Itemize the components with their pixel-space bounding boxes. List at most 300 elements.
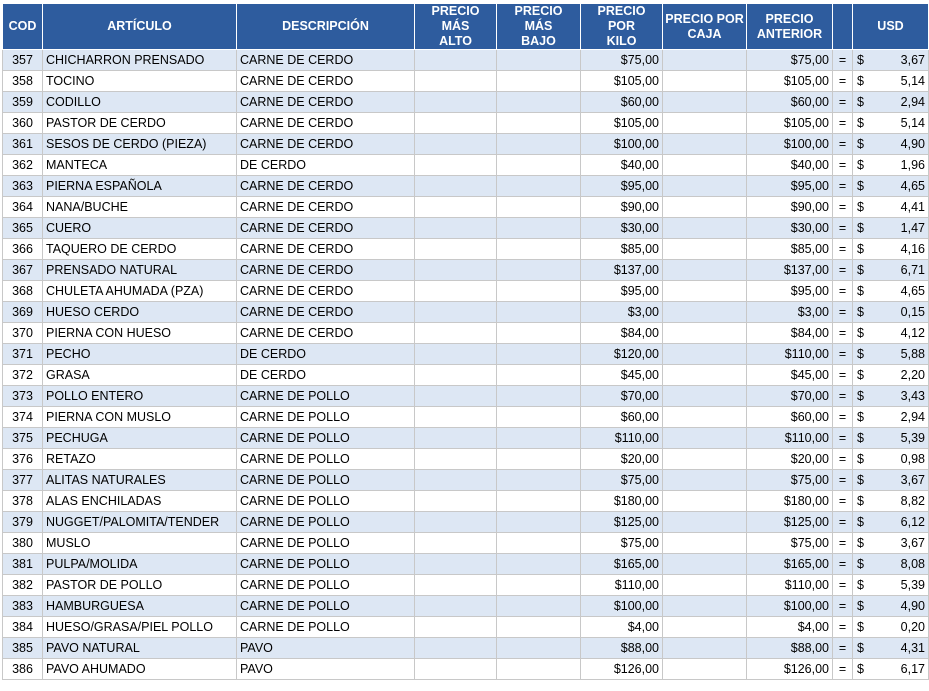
precio-mas-bajo-cell [497, 239, 581, 260]
precio-kilo-cell: $75,00 [581, 50, 663, 71]
precio-caja-cell [663, 638, 747, 659]
cambio-indicator: = [833, 344, 853, 365]
cod-cell: 360 [3, 113, 43, 134]
precio-caja-cell [663, 281, 747, 302]
articulo-cell: PECHO [43, 344, 237, 365]
precio-kilo-cell: $100,00 [581, 134, 663, 155]
header-precio-por-kilo [581, 4, 663, 50]
table-row [3, 533, 929, 554]
precio-kilo-cell: $165,00 [581, 554, 663, 575]
precio-mas-bajo-cell [497, 407, 581, 428]
cambio-indicator: = [833, 449, 853, 470]
header-line: PRECIO POR [665, 11, 744, 26]
usd-symbol: $ [853, 449, 871, 470]
precio-kilo-cell: $20,00 [581, 449, 663, 470]
precio-caja-cell [663, 218, 747, 239]
precio-caja-cell [663, 113, 747, 134]
precio-anterior-cell: $3,00 [747, 302, 833, 323]
precio-caja-cell [663, 491, 747, 512]
precio-kilo-cell: $3,00 [581, 302, 663, 323]
articulo-cell: MANTECA [43, 155, 237, 176]
articulo-cell: ALAS ENCHILADAS [43, 491, 237, 512]
precio-caja-cell [663, 554, 747, 575]
articulo-cell: CUERO [43, 218, 237, 239]
table-row [3, 449, 929, 470]
precio-caja-cell [663, 365, 747, 386]
precio-mas-bajo-cell [497, 50, 581, 71]
precio-anterior-cell: $125,00 [747, 512, 833, 533]
cambio-indicator: = [833, 428, 853, 449]
descripcion-cell: CARNE DE POLLO [237, 491, 415, 512]
cod-cell: 385 [3, 638, 43, 659]
articulo-cell: SESOS DE CERDO (PIEZA) [43, 134, 237, 155]
precio-caja-cell [663, 533, 747, 554]
articulo-cell: NUGGET/PALOMITA/TENDER [43, 512, 237, 533]
articulo-cell: TOCINO [43, 71, 237, 92]
usd-symbol: $ [853, 659, 871, 680]
precio-anterior-cell: $75,00 [747, 50, 833, 71]
precio-mas-alto-cell [415, 491, 497, 512]
precio-caja-cell [663, 176, 747, 197]
cod-cell: 375 [3, 428, 43, 449]
cambio-indicator: = [833, 92, 853, 113]
articulo-cell: PAVO AHUMADO [43, 659, 237, 680]
precio-anterior-cell: $105,00 [747, 113, 833, 134]
descripcion-cell: PAVO [237, 659, 415, 680]
precio-caja-cell [663, 407, 747, 428]
articulo-cell: PASTOR DE CERDO [43, 113, 237, 134]
table-row [3, 554, 929, 575]
precio-mas-alto-cell [415, 239, 497, 260]
usd-symbol: $ [853, 260, 871, 281]
usd-cell: 5,14 [871, 113, 929, 134]
descripcion-cell: CARNE DE CERDO [237, 134, 415, 155]
precio-caja-cell [663, 386, 747, 407]
usd-symbol: $ [853, 407, 871, 428]
usd-symbol: $ [853, 575, 871, 596]
cod-cell: 358 [3, 71, 43, 92]
precio-mas-bajo-cell [497, 491, 581, 512]
header-precio-mas-alto [415, 4, 497, 50]
descripcion-cell: CARNE DE POLLO [237, 533, 415, 554]
usd-cell: 4,90 [871, 596, 929, 617]
precio-kilo-cell: $70,00 [581, 386, 663, 407]
precio-caja-cell [663, 428, 747, 449]
articulo-cell: PAVO NATURAL [43, 638, 237, 659]
header-cod: COD [3, 4, 43, 50]
usd-symbol: $ [853, 218, 871, 239]
precio-kilo-cell: $30,00 [581, 218, 663, 239]
header-precio-por-caja [663, 4, 747, 50]
cod-cell: 376 [3, 449, 43, 470]
descripcion-cell: CARNE DE CERDO [237, 71, 415, 92]
usd-cell: 0,15 [871, 302, 929, 323]
precio-mas-bajo-cell [497, 428, 581, 449]
cod-cell: 364 [3, 197, 43, 218]
cambio-indicator: = [833, 512, 853, 533]
usd-cell: 5,14 [871, 71, 929, 92]
descripcion-cell: CARNE DE POLLO [237, 554, 415, 575]
cambio-indicator: = [833, 113, 853, 134]
cod-cell: 378 [3, 491, 43, 512]
cambio-indicator: = [833, 197, 853, 218]
header-line: PRECIO POR [597, 4, 646, 33]
precio-kilo-cell: $60,00 [581, 92, 663, 113]
precio-kilo-cell: $45,00 [581, 365, 663, 386]
precio-anterior-cell: $40,00 [747, 155, 833, 176]
precio-mas-alto-cell [415, 113, 497, 134]
usd-symbol: $ [853, 50, 871, 71]
articulo-cell: PIERNA CON HUESO [43, 323, 237, 344]
precio-mas-alto-cell [415, 323, 497, 344]
cambio-indicator: = [833, 365, 853, 386]
usd-symbol: $ [853, 554, 871, 575]
descripcion-cell: CARNE DE CERDO [237, 302, 415, 323]
descripcion-cell: CARNE DE CERDO [237, 92, 415, 113]
precio-anterior-cell: $137,00 [747, 260, 833, 281]
usd-symbol: $ [853, 197, 871, 218]
table-row [3, 407, 929, 428]
header-usd: USD [853, 4, 929, 50]
usd-symbol: $ [853, 512, 871, 533]
precio-mas-bajo-cell [497, 659, 581, 680]
precio-mas-bajo-cell [497, 71, 581, 92]
precio-kilo-cell: $137,00 [581, 260, 663, 281]
articulo-cell: NANA/BUCHE [43, 197, 237, 218]
descripcion-cell: CARNE DE CERDO [237, 239, 415, 260]
table-row [3, 575, 929, 596]
usd-cell: 3,43 [871, 386, 929, 407]
precio-mas-bajo-cell [497, 197, 581, 218]
table-row [3, 176, 929, 197]
precio-mas-alto-cell [415, 281, 497, 302]
header-line: PRECIO [765, 11, 814, 26]
precio-mas-alto-cell [415, 575, 497, 596]
usd-cell: 4,65 [871, 176, 929, 197]
usd-symbol: $ [853, 344, 871, 365]
precio-kilo-cell: $60,00 [581, 407, 663, 428]
precio-mas-bajo-cell [497, 554, 581, 575]
cod-cell: 382 [3, 575, 43, 596]
precio-anterior-cell: $126,00 [747, 659, 833, 680]
precio-anterior-cell: $105,00 [747, 71, 833, 92]
precio-anterior-cell: $70,00 [747, 386, 833, 407]
table-row [3, 50, 929, 71]
cod-cell: 383 [3, 596, 43, 617]
precio-caja-cell [663, 512, 747, 533]
precio-mas-alto-cell [415, 260, 497, 281]
precio-caja-cell [663, 155, 747, 176]
precio-anterior-cell: $4,00 [747, 617, 833, 638]
descripcion-cell: CARNE DE CERDO [237, 218, 415, 239]
header-articulo: ARTÍCULO [43, 4, 237, 50]
precio-anterior-cell: $60,00 [747, 407, 833, 428]
precio-kilo-cell: $110,00 [581, 428, 663, 449]
header-descripcion: DESCRIPCIÓN [237, 4, 415, 50]
usd-symbol: $ [853, 470, 871, 491]
precio-mas-alto-cell [415, 50, 497, 71]
header-precio-anterior [747, 4, 833, 50]
table-row [3, 512, 929, 533]
articulo-cell: HUESO/GRASA/PIEL POLLO [43, 617, 237, 638]
table-row [3, 281, 929, 302]
cod-cell: 370 [3, 323, 43, 344]
usd-cell: 6,71 [871, 260, 929, 281]
precio-caja-cell [663, 449, 747, 470]
usd-cell: 4,12 [871, 323, 929, 344]
usd-symbol: $ [853, 155, 871, 176]
precio-mas-alto-cell [415, 386, 497, 407]
usd-cell: 3,67 [871, 533, 929, 554]
articulo-cell: PECHUGA [43, 428, 237, 449]
descripcion-cell: CARNE DE CERDO [237, 197, 415, 218]
precio-caja-cell [663, 239, 747, 260]
table-row [3, 71, 929, 92]
usd-symbol: $ [853, 176, 871, 197]
header-line: ANTERIOR [756, 26, 823, 41]
usd-cell: 8,82 [871, 491, 929, 512]
usd-symbol: $ [853, 638, 871, 659]
precio-anterior-cell: $60,00 [747, 92, 833, 113]
cod-cell: 384 [3, 617, 43, 638]
usd-cell: 2,94 [871, 407, 929, 428]
usd-cell: 0,98 [871, 449, 929, 470]
precio-mas-bajo-cell [497, 470, 581, 491]
precio-mas-alto-cell [415, 449, 497, 470]
precio-caja-cell [663, 71, 747, 92]
precio-mas-bajo-cell [497, 260, 581, 281]
precio-mas-bajo-cell [497, 344, 581, 365]
articulo-cell: PRENSADO NATURAL [43, 260, 237, 281]
precio-kilo-cell: $40,00 [581, 155, 663, 176]
precio-mas-bajo-cell [497, 92, 581, 113]
usd-symbol: $ [853, 365, 871, 386]
precio-mas-bajo-cell [497, 281, 581, 302]
descripcion-cell: CARNE DE POLLO [237, 512, 415, 533]
table-row [3, 134, 929, 155]
table-row [3, 365, 929, 386]
precio-kilo-cell: $84,00 [581, 323, 663, 344]
precio-anterior-cell: $100,00 [747, 596, 833, 617]
precio-anterior-cell: $30,00 [747, 218, 833, 239]
precio-kilo-cell: $105,00 [581, 71, 663, 92]
precio-mas-bajo-cell [497, 575, 581, 596]
precio-mas-bajo-cell [497, 176, 581, 197]
cod-cell: 381 [3, 554, 43, 575]
precio-mas-alto-cell [415, 344, 497, 365]
cod-cell: 372 [3, 365, 43, 386]
usd-symbol: $ [853, 239, 871, 260]
table-body [3, 50, 929, 680]
precio-mas-alto-cell [415, 638, 497, 659]
precio-mas-alto-cell [415, 197, 497, 218]
precio-caja-cell [663, 323, 747, 344]
usd-cell: 4,65 [871, 281, 929, 302]
precio-caja-cell [663, 260, 747, 281]
articulo-cell: CODILLO [43, 92, 237, 113]
cambio-indicator: = [833, 155, 853, 176]
cambio-indicator: = [833, 533, 853, 554]
table-row [3, 638, 929, 659]
precio-anterior-cell: $75,00 [747, 470, 833, 491]
precio-kilo-cell: $180,00 [581, 491, 663, 512]
articulo-cell: HAMBURGUESA [43, 596, 237, 617]
precio-mas-alto-cell [415, 596, 497, 617]
precio-mas-alto-cell [415, 176, 497, 197]
precio-mas-alto-cell [415, 554, 497, 575]
precio-mas-alto-cell [415, 92, 497, 113]
usd-cell: 3,67 [871, 50, 929, 71]
articulo-cell: PULPA/MOLIDA [43, 554, 237, 575]
cod-cell: 368 [3, 281, 43, 302]
header-precio-mas-bajo [497, 4, 581, 50]
usd-symbol: $ [853, 533, 871, 554]
descripcion-cell: DE CERDO [237, 155, 415, 176]
descripcion-cell: CARNE DE POLLO [237, 470, 415, 491]
cod-cell: 359 [3, 92, 43, 113]
descripcion-cell: CARNE DE CERDO [237, 113, 415, 134]
table-header [3, 4, 929, 50]
precio-mas-bajo-cell [497, 134, 581, 155]
cod-cell: 369 [3, 302, 43, 323]
usd-cell: 1,47 [871, 218, 929, 239]
precio-kilo-cell: $4,00 [581, 617, 663, 638]
usd-symbol: $ [853, 617, 871, 638]
cambio-indicator: = [833, 386, 853, 407]
table-row [3, 491, 929, 512]
usd-cell: 4,16 [871, 239, 929, 260]
articulo-cell: ALITAS NATURALES [43, 470, 237, 491]
precio-anterior-cell: $88,00 [747, 638, 833, 659]
precio-mas-bajo-cell [497, 512, 581, 533]
table-row [3, 596, 929, 617]
descripcion-cell: CARNE DE CERDO [237, 281, 415, 302]
descripcion-cell: CARNE DE CERDO [237, 323, 415, 344]
precio-anterior-cell: $110,00 [747, 428, 833, 449]
precio-mas-bajo-cell [497, 386, 581, 407]
precio-caja-cell [663, 134, 747, 155]
precio-kilo-cell: $110,00 [581, 575, 663, 596]
precio-mas-bajo-cell [497, 533, 581, 554]
cambio-indicator: = [833, 638, 853, 659]
cambio-indicator: = [833, 281, 853, 302]
table-row [3, 197, 929, 218]
articulo-cell: POLLO ENTERO [43, 386, 237, 407]
header-line: BAJO [521, 34, 556, 48]
cambio-indicator: = [833, 260, 853, 281]
precio-kilo-cell: $95,00 [581, 281, 663, 302]
precio-mas-bajo-cell [497, 638, 581, 659]
usd-symbol: $ [853, 386, 871, 407]
precio-anterior-cell: $84,00 [747, 323, 833, 344]
precio-mas-bajo-cell [497, 365, 581, 386]
table-row [3, 218, 929, 239]
descripcion-cell: PAVO [237, 638, 415, 659]
usd-cell: 5,39 [871, 575, 929, 596]
usd-symbol: $ [853, 596, 871, 617]
precio-anterior-cell: $95,00 [747, 176, 833, 197]
precio-mas-bajo-cell [497, 302, 581, 323]
usd-symbol: $ [853, 113, 871, 134]
cod-cell: 386 [3, 659, 43, 680]
precio-mas-alto-cell [415, 659, 497, 680]
articulo-cell: MUSLO [43, 533, 237, 554]
descripcion-cell: CARNE DE POLLO [237, 596, 415, 617]
descripcion-cell: CARNE DE POLLO [237, 449, 415, 470]
precio-mas-bajo-cell [497, 323, 581, 344]
precio-caja-cell [663, 659, 747, 680]
precio-anterior-cell: $100,00 [747, 134, 833, 155]
usd-cell: 6,17 [871, 659, 929, 680]
precio-kilo-cell: $75,00 [581, 470, 663, 491]
precio-anterior-cell: $110,00 [747, 575, 833, 596]
usd-cell: 0,20 [871, 617, 929, 638]
precio-mas-alto-cell [415, 218, 497, 239]
descripcion-cell: CARNE DE CERDO [237, 50, 415, 71]
header-line: PRECIO MÁS [431, 4, 480, 33]
descripcion-cell: CARNE DE POLLO [237, 617, 415, 638]
precio-mas-bajo-cell [497, 113, 581, 134]
precio-anterior-cell: $90,00 [747, 197, 833, 218]
precio-anterior-cell: $165,00 [747, 554, 833, 575]
cambio-indicator: = [833, 470, 853, 491]
precio-caja-cell [663, 344, 747, 365]
precio-anterior-cell: $95,00 [747, 281, 833, 302]
descripcion-cell: CARNE DE POLLO [237, 386, 415, 407]
precio-kilo-cell: $90,00 [581, 197, 663, 218]
cambio-indicator: = [833, 575, 853, 596]
cambio-indicator: = [833, 596, 853, 617]
usd-symbol: $ [853, 71, 871, 92]
articulo-cell: CHICHARRON PRENSADO [43, 50, 237, 71]
precio-mas-alto-cell [415, 407, 497, 428]
cod-cell: 362 [3, 155, 43, 176]
precio-kilo-cell: $126,00 [581, 659, 663, 680]
descripcion-cell: DE CERDO [237, 344, 415, 365]
precio-caja-cell [663, 575, 747, 596]
descripcion-cell: CARNE DE CERDO [237, 260, 415, 281]
precio-kilo-cell: $125,00 [581, 512, 663, 533]
precio-kilo-cell: $120,00 [581, 344, 663, 365]
precio-anterior-cell: $75,00 [747, 533, 833, 554]
articulo-cell: TAQUERO DE CERDO [43, 239, 237, 260]
precio-mas-alto-cell [415, 155, 497, 176]
table-row [3, 386, 929, 407]
precio-anterior-cell: $85,00 [747, 239, 833, 260]
usd-cell: 2,20 [871, 365, 929, 386]
precio-mas-alto-cell [415, 302, 497, 323]
cod-cell: 373 [3, 386, 43, 407]
articulo-cell: PIERNA ESPAÑOLA [43, 176, 237, 197]
precio-anterior-cell: $110,00 [747, 344, 833, 365]
cambio-indicator: = [833, 659, 853, 680]
cambio-indicator: = [833, 323, 853, 344]
usd-symbol: $ [853, 323, 871, 344]
usd-symbol: $ [853, 281, 871, 302]
table-row [3, 617, 929, 638]
usd-cell: 4,31 [871, 638, 929, 659]
table-row [3, 239, 929, 260]
usd-cell: 4,90 [871, 134, 929, 155]
usd-symbol: $ [853, 428, 871, 449]
usd-symbol: $ [853, 491, 871, 512]
header-line: ALTO [439, 34, 472, 48]
header-cambio [833, 4, 853, 50]
header-line: CAJA [687, 26, 722, 41]
usd-cell: 1,96 [871, 155, 929, 176]
cambio-indicator: = [833, 218, 853, 239]
table-row [3, 470, 929, 491]
